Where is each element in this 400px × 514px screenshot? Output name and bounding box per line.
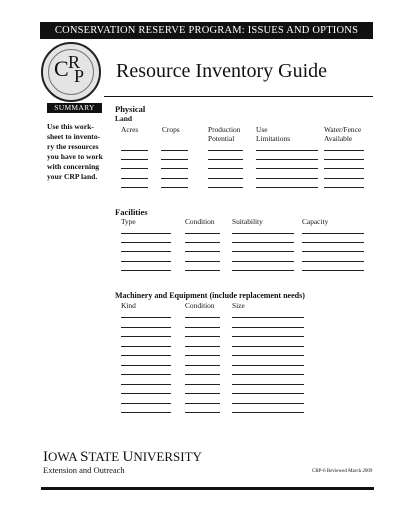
- physical-section-title: Physical: [115, 104, 146, 114]
- bottom-rule: [41, 487, 374, 490]
- program-banner: CONSERVATION RESERVE PROGRAM: ISSUES AND OPTIONS: [40, 22, 373, 39]
- facilities-col-capacity: Capacity: [302, 217, 329, 226]
- facilities-entry-line[interactable]: [302, 261, 364, 262]
- land-entry-line[interactable]: [161, 178, 188, 179]
- land-entry-line[interactable]: [121, 168, 148, 169]
- machinery-entry-line[interactable]: [232, 346, 304, 347]
- land-entry-line[interactable]: [208, 187, 243, 188]
- machinery-entry-line[interactable]: [121, 403, 171, 404]
- machinery-col-condition: Condition: [185, 301, 215, 310]
- university-rest-1: OWA: [48, 449, 81, 464]
- machinery-entry-line[interactable]: [121, 384, 171, 385]
- university-name: [43, 449, 202, 466]
- facilities-entry-line[interactable]: [232, 233, 294, 234]
- land-entry-line[interactable]: [256, 187, 318, 188]
- extension-outreach: Extension and Outreach: [43, 465, 125, 475]
- machinery-entry-line[interactable]: [121, 374, 171, 375]
- logo-letters: [43, 44, 99, 100]
- facilities-entry-line[interactable]: [121, 270, 171, 271]
- machinery-entry-line[interactable]: [121, 393, 171, 394]
- summary-text: Use this work-sheet to invento-ry the resources you have to work with concerning your CRP land.: [47, 122, 103, 181]
- machinery-entry-line[interactable]: [121, 355, 171, 356]
- university-initial-s: S: [80, 449, 89, 465]
- land-entry-line[interactable]: [256, 168, 318, 169]
- facilities-col-condition: Condition: [185, 217, 215, 226]
- facilities-entry-line[interactable]: [232, 251, 294, 252]
- machinery-entry-line[interactable]: [185, 327, 220, 328]
- facilities-entry-line[interactable]: [185, 270, 220, 271]
- facilities-entry-line[interactable]: [185, 261, 220, 262]
- land-entry-line[interactable]: [208, 178, 243, 179]
- facilities-col-type: Type: [121, 217, 136, 226]
- university-initial-i: I: [43, 449, 48, 465]
- facilities-entry-line[interactable]: [185, 242, 220, 243]
- land-col-water-fence: Water/Fence Available: [324, 125, 362, 143]
- facilities-entry-line[interactable]: [232, 270, 294, 271]
- university-rest-2: TATE: [88, 449, 123, 464]
- machinery-entry-line[interactable]: [121, 336, 171, 337]
- facilities-entry-line[interactable]: [232, 261, 294, 262]
- machinery-entry-line[interactable]: [232, 336, 304, 337]
- land-entry-line[interactable]: [161, 159, 188, 160]
- facilities-col-suitability: Suitability: [232, 217, 263, 226]
- page-title: Resource Inventory Guide: [116, 60, 328, 82]
- land-col-acres: Acres: [121, 125, 139, 134]
- land-entry-line[interactable]: [208, 150, 243, 151]
- machinery-entry-line[interactable]: [121, 327, 171, 328]
- summary-label: SUMMARY: [47, 103, 102, 113]
- machinery-col-size: Size: [232, 301, 245, 310]
- machinery-entry-line[interactable]: [121, 412, 171, 413]
- land-entry-line[interactable]: [161, 187, 188, 188]
- land-entry-line[interactable]: [256, 159, 318, 160]
- land-entry-line[interactable]: [324, 150, 364, 151]
- logo-letter-r: R: [68, 52, 81, 72]
- machinery-entry-line[interactable]: [232, 384, 304, 385]
- machinery-entry-line[interactable]: [185, 393, 220, 394]
- land-entry-line[interactable]: [256, 178, 318, 179]
- facilities-entry-line[interactable]: [302, 251, 364, 252]
- facilities-entry-line[interactable]: [121, 251, 171, 252]
- facilities-entry-line[interactable]: [302, 233, 364, 234]
- machinery-entry-line[interactable]: [185, 412, 220, 413]
- facilities-entry-line[interactable]: [302, 242, 364, 243]
- land-entry-line[interactable]: [121, 178, 148, 179]
- machinery-entry-line[interactable]: [185, 317, 220, 318]
- machinery-entry-line[interactable]: [232, 355, 304, 356]
- facilities-entry-line[interactable]: [121, 242, 171, 243]
- publication-code: CRP-6 Reviewed March 2009: [312, 469, 373, 474]
- land-entry-line[interactable]: [324, 178, 364, 179]
- facilities-entry-line[interactable]: [232, 242, 294, 243]
- land-entry-line[interactable]: [256, 150, 318, 151]
- land-entry-line[interactable]: [161, 168, 188, 169]
- crp-logo: [41, 42, 101, 102]
- land-entry-line[interactable]: [121, 150, 148, 151]
- machinery-entry-line[interactable]: [121, 346, 171, 347]
- land-col-use-limitations: Use Limitations: [256, 125, 291, 143]
- land-entry-line[interactable]: [324, 187, 364, 188]
- facilities-section-title: Facilities: [115, 207, 148, 217]
- land-col-production-potential: Production Potential: [208, 125, 241, 143]
- machinery-entry-line[interactable]: [232, 374, 304, 375]
- facilities-entry-line[interactable]: [185, 251, 220, 252]
- machinery-entry-line[interactable]: [232, 393, 304, 394]
- machinery-entry-line[interactable]: [232, 365, 304, 366]
- logo-letter-p: P: [74, 66, 85, 86]
- machinery-entry-line[interactable]: [185, 355, 220, 356]
- land-entry-line[interactable]: [208, 168, 243, 169]
- land-entry-line[interactable]: [324, 168, 364, 169]
- logo-letter-c: C: [54, 56, 69, 81]
- machinery-entry-line[interactable]: [232, 327, 304, 328]
- machinery-entry-line[interactable]: [185, 346, 220, 347]
- land-entry-line[interactable]: [208, 159, 243, 160]
- machinery-entry-line[interactable]: [185, 403, 220, 404]
- title-rule: [104, 96, 373, 97]
- land-entry-line[interactable]: [121, 159, 148, 160]
- machinery-entry-line[interactable]: [185, 365, 220, 366]
- university-initial-u: U: [122, 449, 134, 465]
- facilities-entry-line[interactable]: [121, 233, 171, 234]
- university-rest-3: NIVERSITY: [133, 449, 202, 464]
- land-entry-line[interactable]: [121, 187, 148, 188]
- machinery-entry-line[interactable]: [232, 317, 304, 318]
- machinery-entry-line[interactable]: [121, 317, 171, 318]
- machinery-col-kind: Kind: [121, 301, 136, 310]
- machinery-entry-line[interactable]: [232, 412, 304, 413]
- facilities-entry-line[interactable]: [185, 233, 220, 234]
- machinery-entry-line[interactable]: [185, 336, 220, 337]
- land-entry-line[interactable]: [161, 150, 188, 151]
- facilities-entry-line[interactable]: [121, 261, 171, 262]
- machinery-entry-line[interactable]: [121, 365, 171, 366]
- land-entry-line[interactable]: [324, 159, 364, 160]
- machinery-entry-line[interactable]: [232, 403, 304, 404]
- facilities-entry-line[interactable]: [302, 270, 364, 271]
- land-col-crops: Crops: [162, 125, 180, 134]
- machinery-entry-line[interactable]: [185, 384, 220, 385]
- machinery-entry-line[interactable]: [185, 374, 220, 375]
- machinery-section-title: Machinery and Equipment (include replacement needs): [115, 291, 305, 300]
- land-subtitle: Land: [115, 114, 133, 123]
